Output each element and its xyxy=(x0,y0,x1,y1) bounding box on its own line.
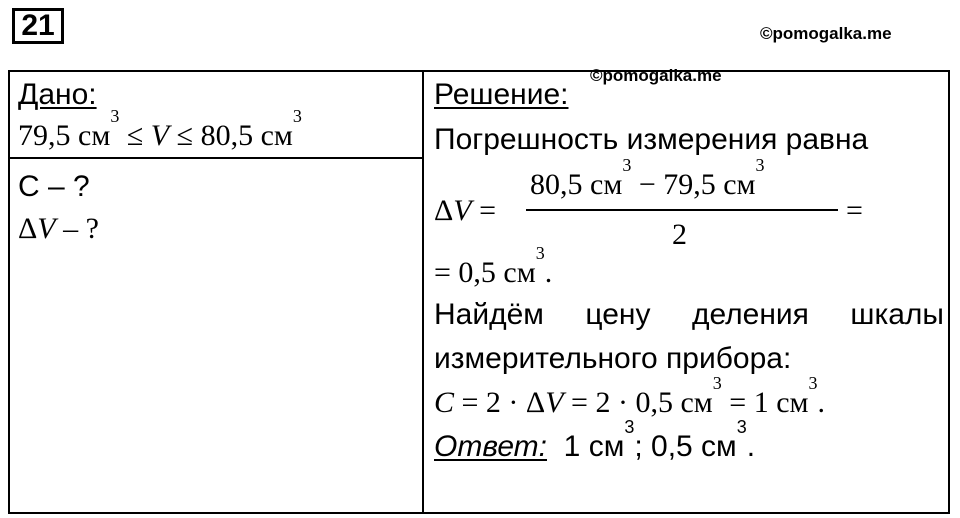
fraction-bar xyxy=(526,209,838,211)
find-delta-v: ΔV – ? xyxy=(18,212,99,245)
trailing-equals: = xyxy=(846,194,863,227)
answer-label: Ответ: xyxy=(434,430,547,463)
watermark-top-right: ©pomogalka.me xyxy=(760,24,892,43)
fraction-denominator: 2 xyxy=(672,218,687,251)
given-range: 79,5 $см^3 \le V \le 80,5$ $см^3$ xyxy=(18,106,302,152)
watermark-center: ©pomogalka.me xyxy=(590,66,722,85)
price-of-division-expr: C = 2 · ΔV = 2 · 0,5 $см^3 = 1$ $см^3$. xyxy=(434,373,826,419)
fraction-numerator: 80,5 $см^3 - 79,5$ $см^3$ xyxy=(530,155,765,201)
task-number: 21 xyxy=(12,8,64,44)
answer-line: Ответ: 1 $см^3$; 0,5 $см^3$. xyxy=(434,417,756,463)
solution-heading: Решение: xyxy=(434,78,569,111)
column-divider xyxy=(422,70,424,514)
solution-intro: Погрешность измерения равна xyxy=(434,123,869,156)
given-divider xyxy=(8,157,424,159)
given-heading: Дано: xyxy=(18,78,97,111)
step2-line1: Найдём цену деления шкалы xyxy=(434,298,944,331)
find-c: C – ? xyxy=(18,170,90,203)
step2-line2: измерительного прибора: xyxy=(434,342,792,375)
delta-v-lhs: ΔV = xyxy=(434,194,497,227)
delta-v-result: = 0,5 $см^3$. xyxy=(434,243,553,289)
